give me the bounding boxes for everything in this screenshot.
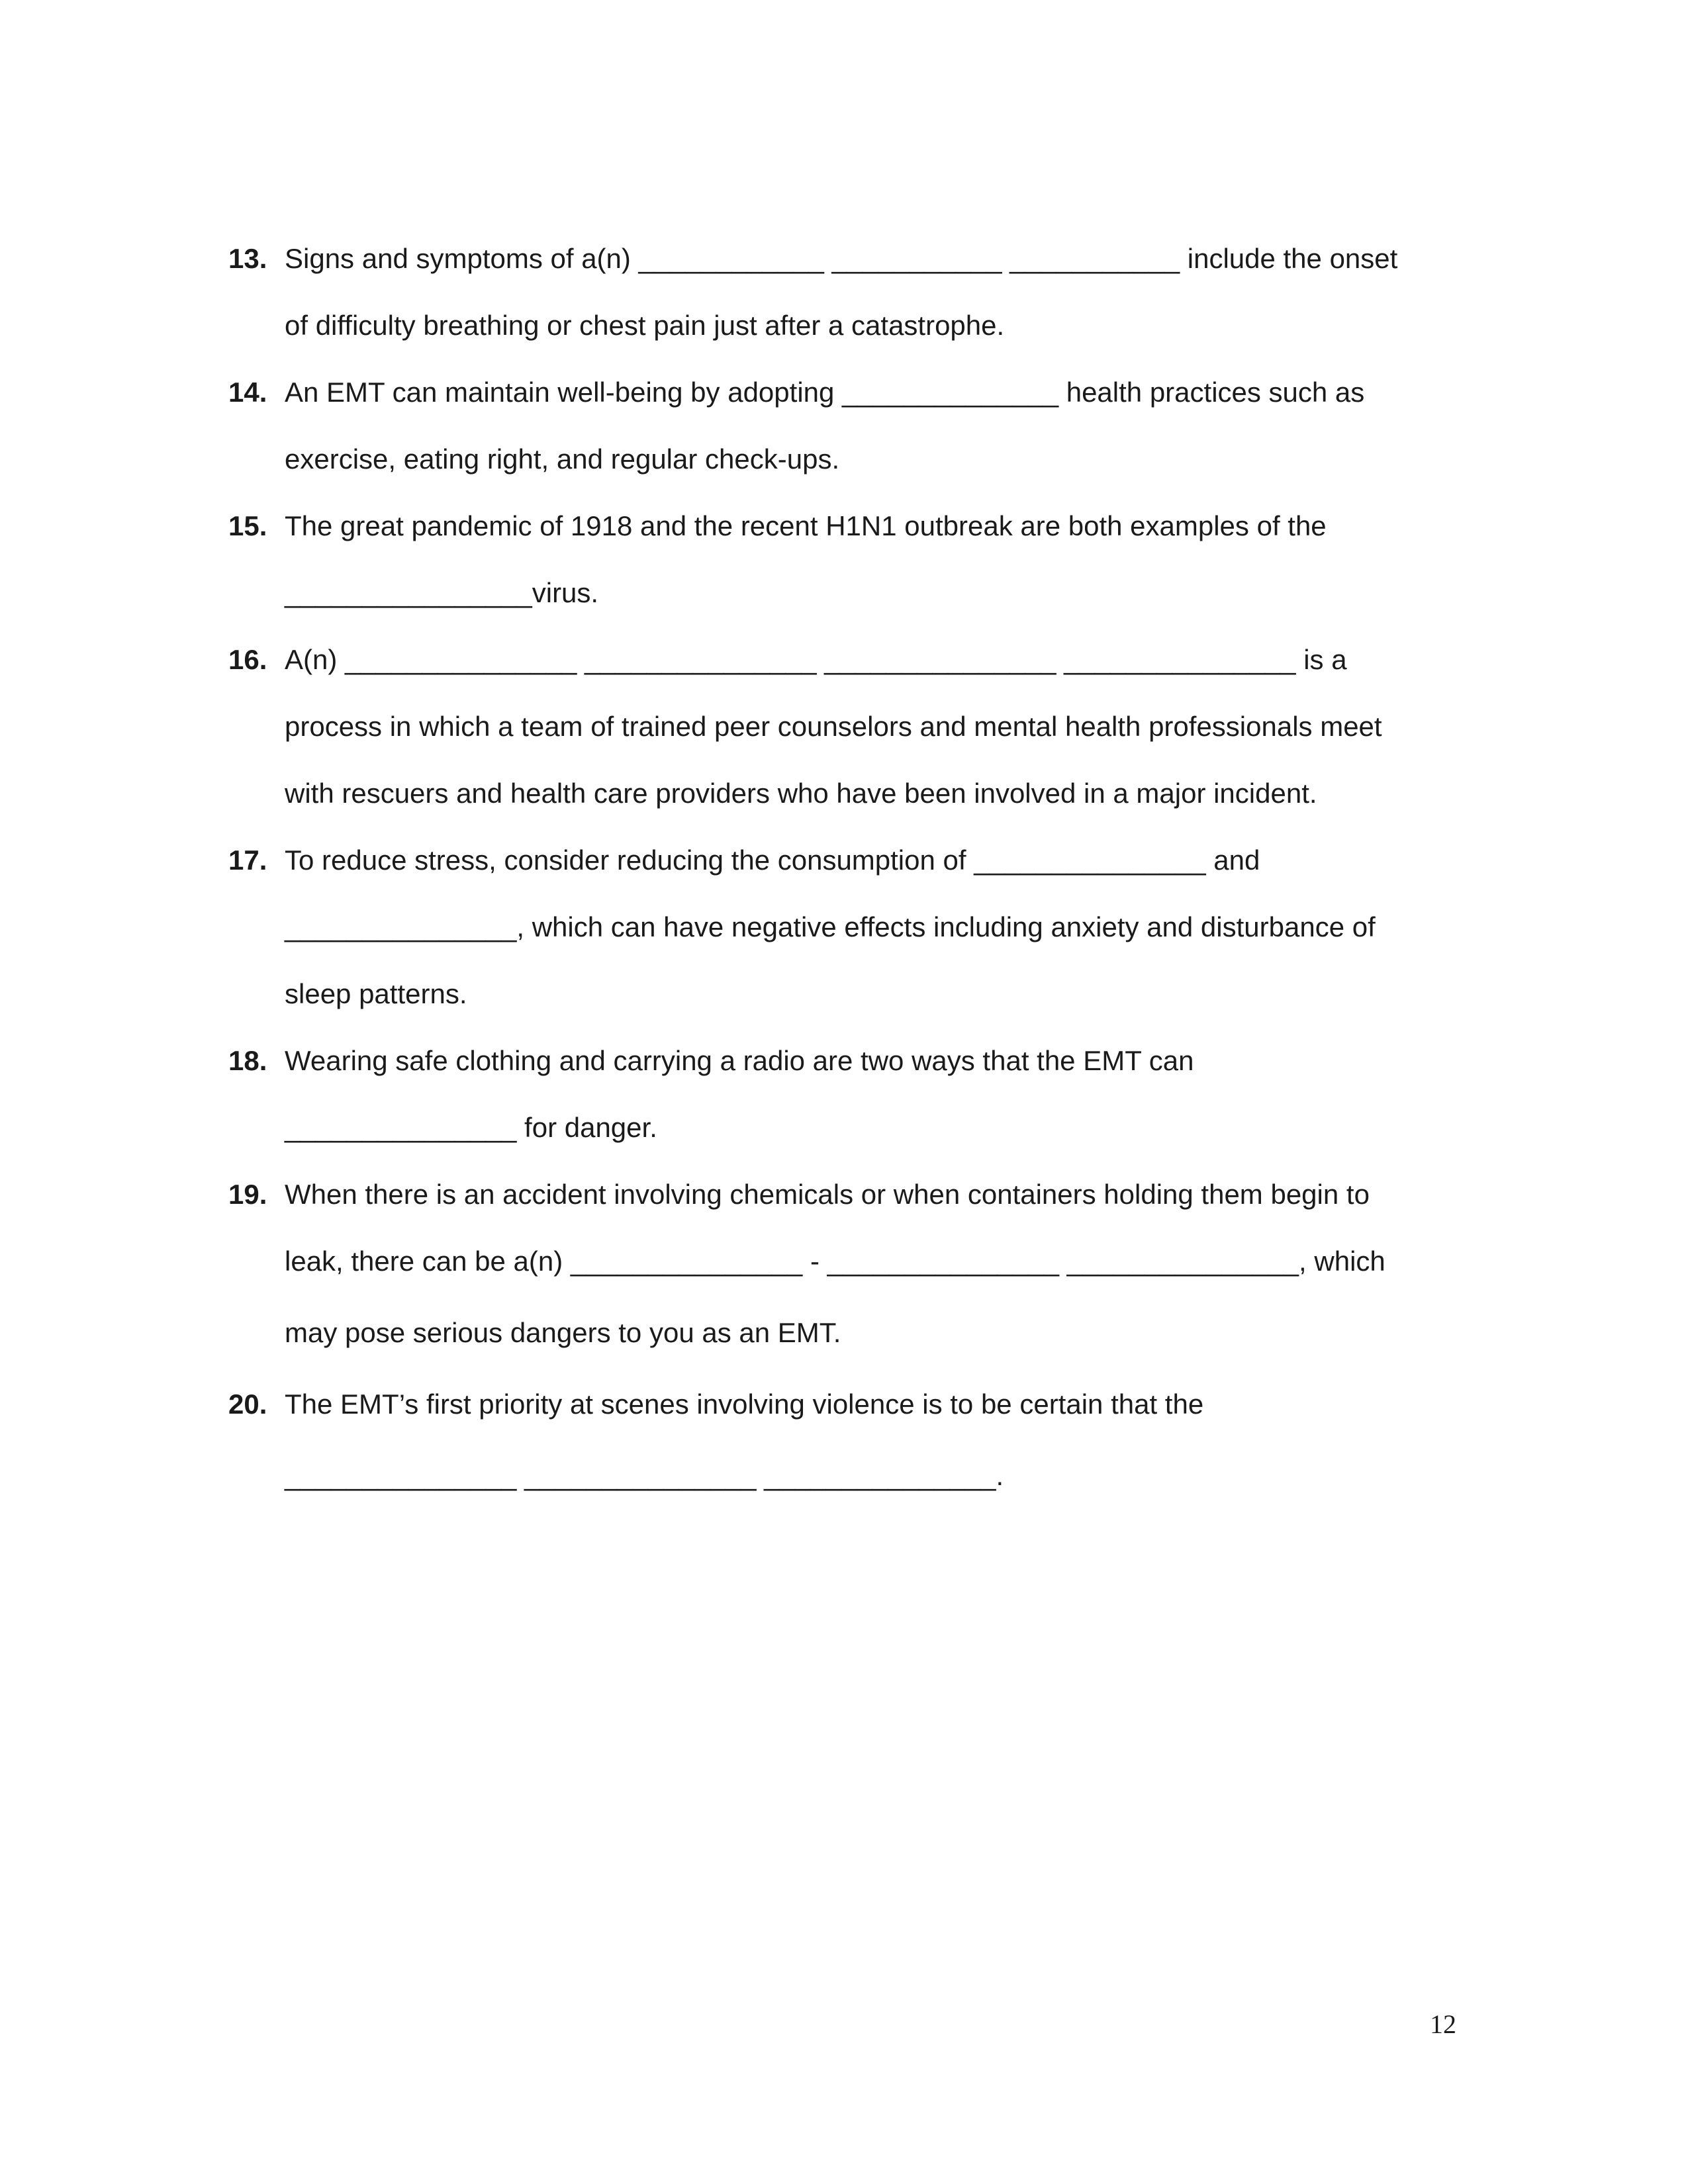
question-text-line: leak, there can be a(n) _______________ - _______________ _______________, which [285, 1246, 1385, 1277]
question-text-line: A(n) _______________ _______________ _______________ _______________ is a [285, 644, 1347, 675]
question-text-line: An EMT can maintain well-being by adopting ______________ health practices such as [285, 377, 1365, 408]
question-text-line: Wearing safe clothing and carrying a radio are two ways that the EMT can [285, 1045, 1194, 1076]
question-text-line: To reduce stress, consider reducing the consumption of _______________ and [285, 844, 1260, 876]
question-15 [228, 492, 1486, 626]
question-number: 16. [228, 644, 267, 675]
question-19 [228, 1161, 1486, 1371]
question-number: 19. [228, 1179, 267, 1210]
question-text-line: of difficulty breathing or chest pain just after a catastrophe. [285, 310, 1005, 341]
question-number: 13. [228, 243, 267, 274]
question-13 [228, 225, 1486, 359]
question-number: 17. [228, 844, 267, 876]
question-text-line: When there is an accident involving chemicals or when containers holding them begin to [285, 1179, 1370, 1210]
question-text-line: The great pandemic of 1918 and the recent H1N1 outbreak are both examples of the [285, 510, 1327, 541]
question-text-line: _______________, which can have negative effects including anxiety and disturbance of [285, 911, 1376, 942]
question-text-line: sleep patterns. [285, 978, 467, 1009]
question-16 [228, 626, 1486, 827]
question-list [228, 225, 1486, 1514]
question-text-line: _______________ for danger. [285, 1112, 657, 1143]
question-14 [228, 359, 1486, 492]
question-18 [228, 1027, 1486, 1161]
question-number: 14. [228, 377, 267, 408]
question-text-line: exercise, eating right, and regular check-ups. [285, 443, 840, 475]
question-text-line: may pose serious dangers to you as an EMT. [285, 1317, 841, 1348]
question-text-line: The EMT’s first priority at scenes involving violence is to be certain that the [285, 1388, 1204, 1420]
question-number: 20. [228, 1388, 267, 1420]
question-17 [228, 827, 1486, 1027]
question-text-line: Signs and symptoms of a(n) ____________ ___________ ___________ include the onset [285, 243, 1398, 274]
question-20 [228, 1371, 1486, 1514]
question-text-line: with rescuers and health care providers who have been involved in a major incident. [285, 778, 1317, 809]
question-text-line: process in which a team of trained peer counselors and mental health professionals meet [285, 711, 1382, 742]
question-text-line: ________________virus. [285, 577, 599, 608]
question-number: 18. [228, 1045, 267, 1076]
page-number: 12 [1430, 2009, 1456, 2039]
question-text-line: _______________ _______________ _______________. [285, 1460, 1004, 1491]
question-number: 15. [228, 510, 267, 541]
